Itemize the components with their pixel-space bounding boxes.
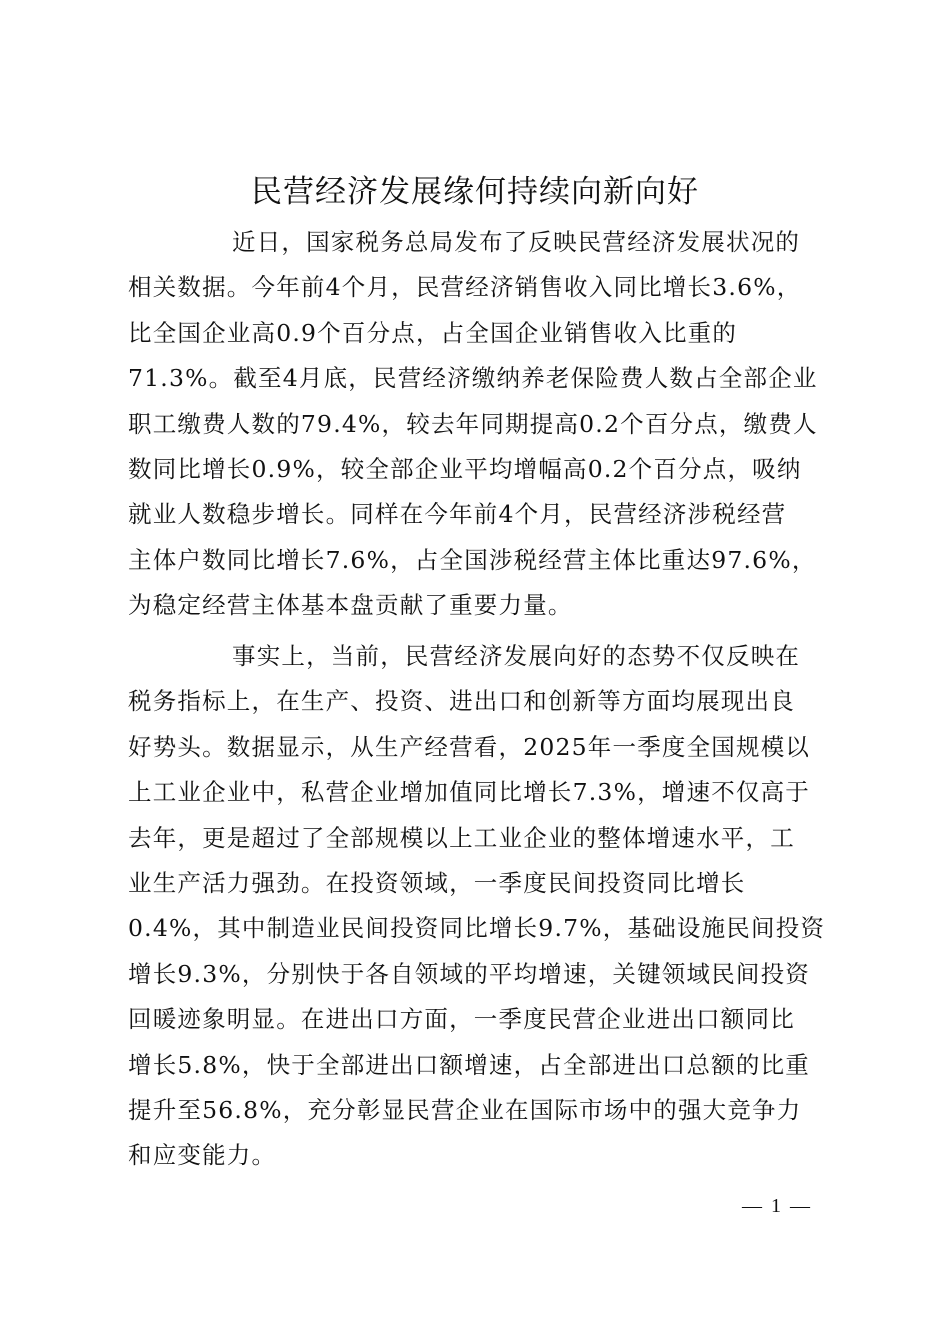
paragraph-line: 提升至56.8%，充分彰显民营企业在国际市场中的强大竞争力 <box>128 1095 802 1124</box>
paragraph-line: 增长9.3%，分别快于各自领域的平均增速，关键领域民间投资 <box>128 959 811 988</box>
paragraph-line: 回暖迹象明显。在进出口方面，一季度民营企业进出口额同比 <box>128 1005 795 1034</box>
paragraph-line: 为稳定经营主体基本盘贡献了重要力量。 <box>128 591 573 620</box>
paragraph-line: 主体户数同比增长7.6%，占全国涉税经营主体比重达97.6%， <box>128 545 817 574</box>
page-number: — 1 — <box>742 1195 812 1217</box>
paragraph-line: 0.4%，其中制造业民间投资同比增长9.7%，基础设施民间投资 <box>128 914 826 943</box>
paragraph-line: 去年，更是超过了全部规模以上工业企业的整体增速水平，工 <box>128 823 795 852</box>
paragraph-line: 职工缴费人数的79.4%，较去年同期提高0.2个百分点，缴费人 <box>128 409 818 438</box>
paragraph-line: 税务指标上，在生产、投资、进出口和创新等方面均展现出良 <box>128 687 795 716</box>
paragraph-2 <box>128 634 828 1179</box>
paragraph-line: 71.3%。截至4月底，民营经济缴纳养老保险费人数占全部企业 <box>128 364 818 393</box>
paragraph-line: 就业人数稳步增长。同样在今年前4个月，民营经济涉税经营 <box>128 500 787 529</box>
paragraph-line: 比全国企业高0.9个百分点，占全国企业销售收入比重的 <box>128 318 738 347</box>
paragraph-line: 近日，国家税务总局发布了反映民营经济发展状况的 <box>232 228 801 256</box>
paragraph-line: 增长5.8%，快于全部进出口额增速，占全部进出口总额的比重 <box>128 1050 811 1079</box>
paragraph-line: 和应变能力。 <box>128 1141 277 1170</box>
paragraph-line: 业生产活力强劲。在投资领域，一季度民间投资同比增长 <box>128 868 746 897</box>
paragraph-line: 数同比增长0.9%，较全部企业平均增幅高0.2个百分点，吸纳 <box>128 454 802 483</box>
paragraph-line: 上工业企业中，私营企业增加值同比增长7.3%，增速不仅高于 <box>128 778 811 807</box>
document-title: 民营经济发展缘何持续向新向好 <box>251 174 699 210</box>
paragraph-line: 事实上，当前，民营经济发展向好的态势不仅反映在 <box>232 642 801 670</box>
paragraph-line: 好势头。数据显示，从生产经营看，2025年一季度全国规模以 <box>128 732 811 761</box>
paragraph-1 <box>128 220 828 629</box>
paragraph-line: 相关数据。今年前4个月，民营经济销售收入同比增长3.6%， <box>128 273 802 302</box>
